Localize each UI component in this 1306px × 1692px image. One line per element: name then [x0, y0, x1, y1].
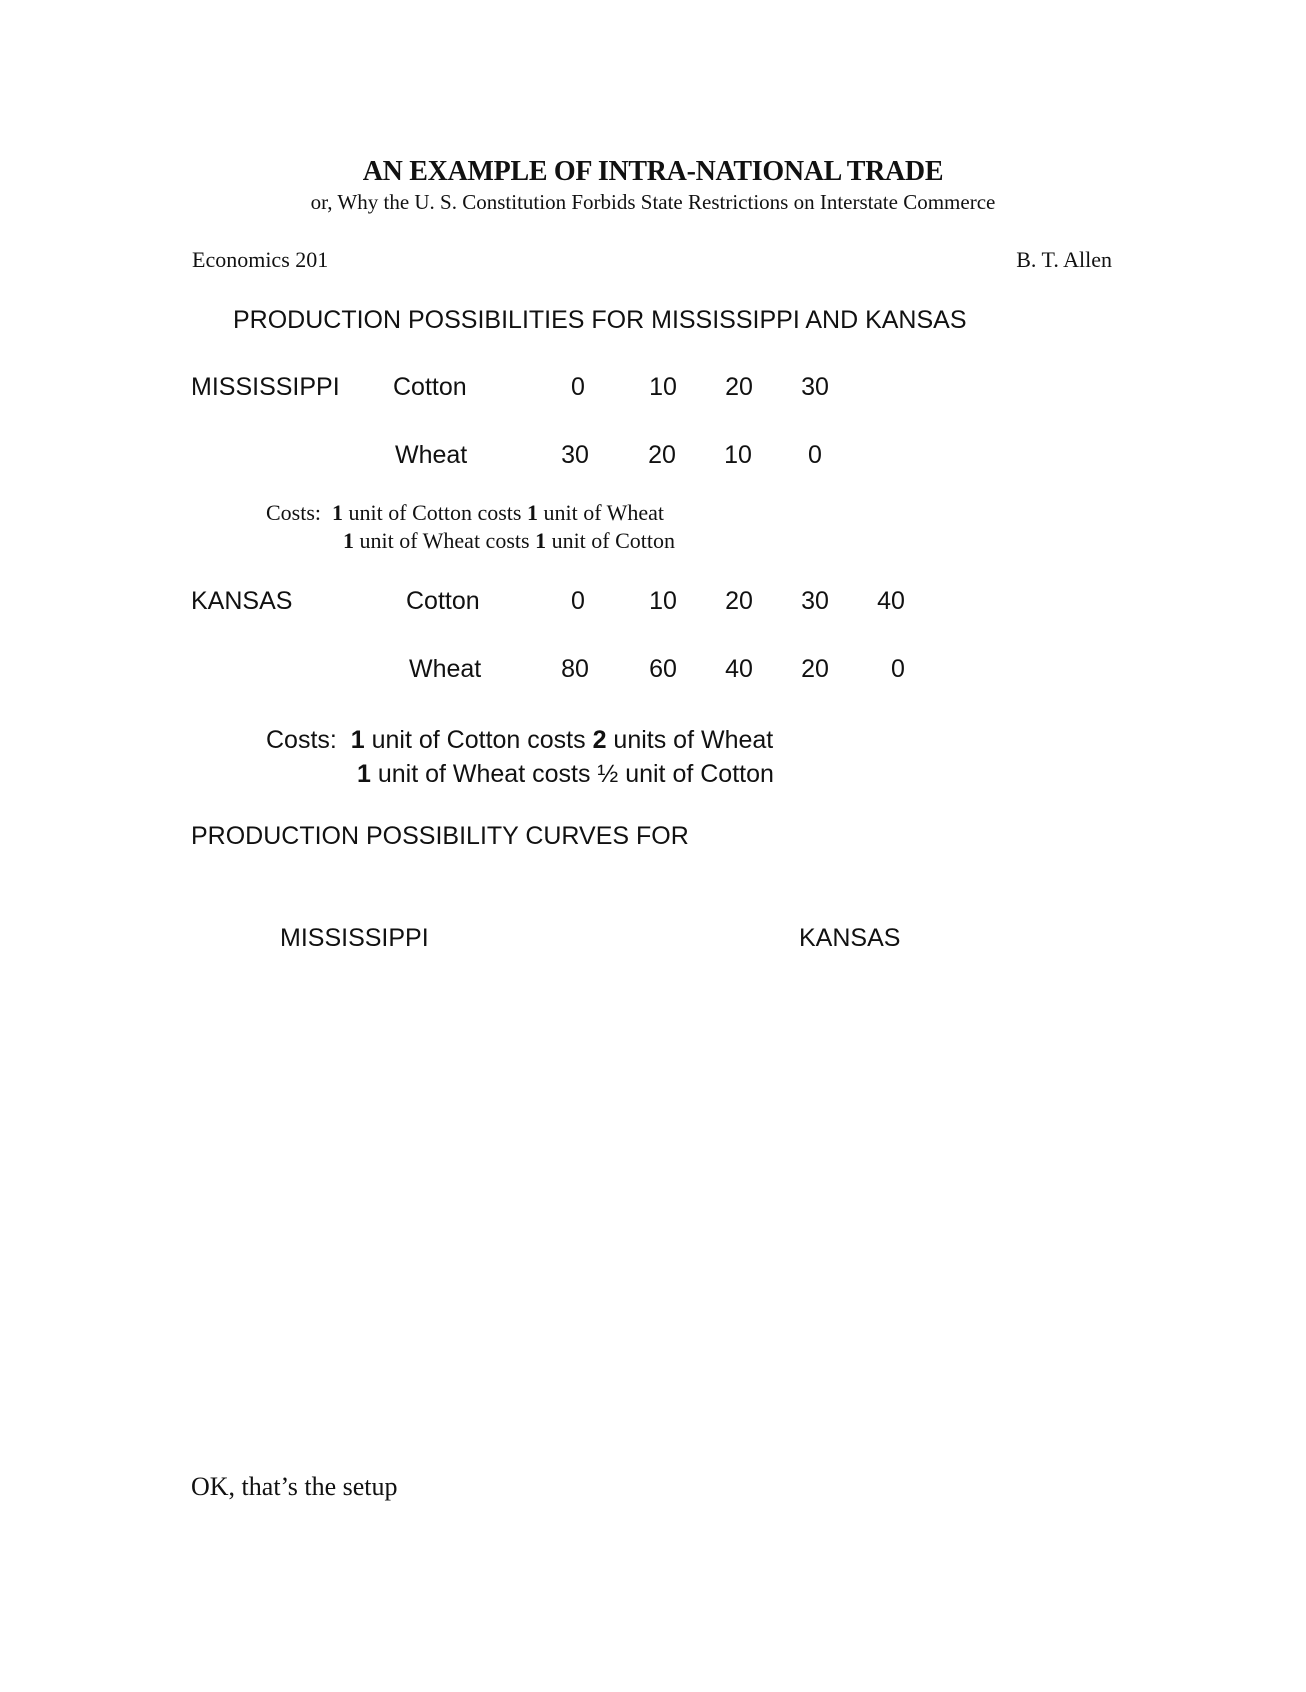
cost-text: unit of Wheat costs: [354, 528, 536, 553]
mississippi-wheat-value: 30: [561, 441, 589, 469]
mississippi-label: MISSISSIPPI: [191, 373, 340, 401]
kansas-wheat-value: 40: [725, 655, 753, 683]
costs-prefix: Costs:: [266, 500, 322, 525]
cost-number: 2: [592, 726, 607, 754]
mississippi-cost-line: [266, 500, 664, 526]
curves-heading: PRODUCTION POSSIBILITY CURVES FOR: [191, 822, 689, 850]
kansas-cotton-value: 40: [877, 587, 905, 615]
kansas-cotton-value: 30: [801, 587, 829, 615]
cost-number: 1: [343, 528, 354, 553]
kansas-cost-line: [266, 726, 773, 755]
cost-text: unit of Cotton: [546, 528, 676, 553]
mississippi-cost-line: [343, 528, 675, 554]
cost-text: unit of Wheat: [537, 500, 665, 525]
production-possibilities-heading: PRODUCTION POSSIBILITIES FOR MISSISSIPPI AND KANSAS: [233, 306, 967, 334]
kansas-wheat-value: 20: [801, 655, 829, 683]
mississippi-cotton-value: 0: [571, 373, 585, 401]
mississippi-wheat-value: 0: [808, 441, 822, 469]
document-subtitle: or, Why the U. S. Constitution Forbids State Restrictions on Interstate Commerce: [310, 190, 996, 214]
curve-label-mississippi: MISSISSIPPI: [280, 924, 429, 952]
cost-text: unit of Cotton costs: [343, 500, 527, 525]
curve-label-kansas: KANSAS: [799, 924, 901, 952]
kansas-label: KANSAS: [191, 587, 293, 615]
kansas-wheat-label: Wheat: [409, 655, 482, 683]
mississippi-wheat-value: 20: [648, 441, 676, 469]
kansas-cotton-value: 10: [649, 587, 677, 615]
cost-text: unit of Wheat costs ½ unit of Cotton: [370, 760, 774, 788]
costs-prefix: Costs:: [266, 726, 337, 754]
cost-number: 1: [535, 528, 547, 553]
kansas-cotton-value: 0: [571, 587, 585, 615]
mississippi-cotton-value: 20: [725, 373, 753, 401]
cost-number: 1: [526, 500, 538, 525]
mississippi-wheat-label: Wheat: [395, 441, 468, 469]
course-name: Economics 201: [192, 247, 329, 272]
mississippi-cotton-value: 10: [649, 373, 677, 401]
kansas-cotton-label: Cotton: [406, 587, 480, 615]
mississippi-cotton-label: Cotton: [393, 373, 467, 401]
kansas-wheat-value: 80: [561, 655, 589, 683]
cost-text: units of Wheat: [606, 726, 774, 754]
document-title: AN EXAMPLE OF INTRA-NATIONAL TRADE: [362, 156, 944, 187]
kansas-wheat-value: 60: [649, 655, 677, 683]
cost-number: 1: [357, 760, 371, 788]
author-name: B. T. Allen: [1016, 247, 1112, 272]
cost-number: 1: [332, 500, 344, 525]
mississippi-cotton-value: 30: [801, 373, 829, 401]
closing-text: OK, that’s the setup: [191, 1472, 398, 1501]
kansas-cost-line: [357, 760, 774, 789]
cost-text: unit of Cotton costs: [364, 726, 593, 754]
kansas-cotton-value: 20: [725, 587, 753, 615]
kansas-wheat-value: 0: [891, 655, 905, 683]
mississippi-wheat-value: 10: [724, 441, 752, 469]
cost-number: 1: [350, 726, 365, 754]
